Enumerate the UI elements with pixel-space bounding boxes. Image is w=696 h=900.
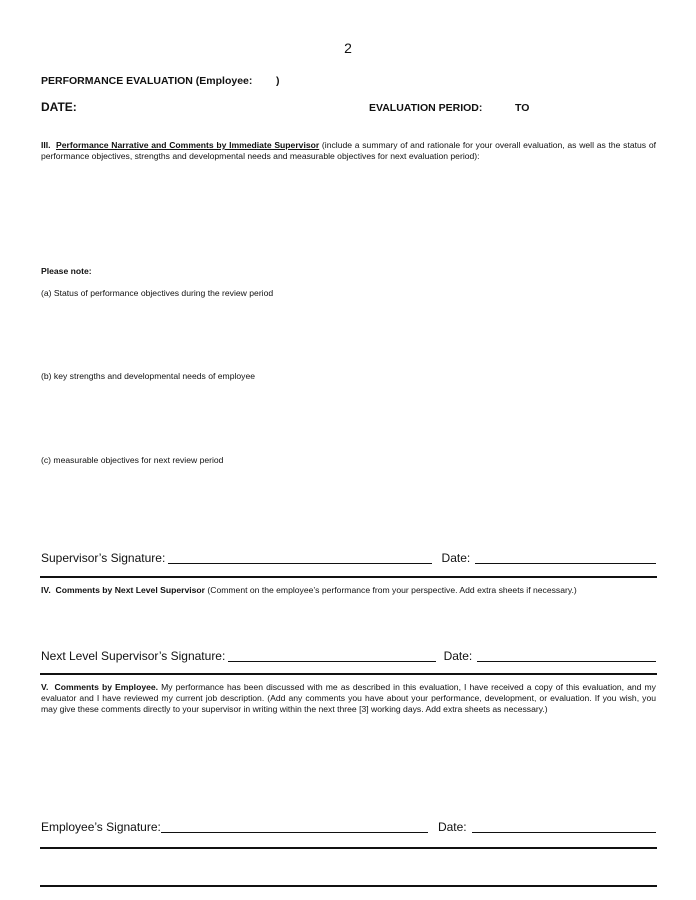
next-level-supervisor-signature-field[interactable] <box>228 649 435 662</box>
section-divider <box>40 885 657 887</box>
form-title-close-paren: ) <box>276 75 280 87</box>
employee-signature-row <box>41 818 656 834</box>
section-5-heading: Comments by Employee. <box>54 682 159 692</box>
next-level-supervisor-signature-label: Next Level Supervisor’s Signature: <box>41 649 226 663</box>
employee-date-field[interactable] <box>472 820 656 833</box>
section-5-instructions <box>41 682 656 715</box>
evaluation-period-label: EVALUATION PERIOD: <box>369 102 483 114</box>
supervisor-signature-field[interactable] <box>168 551 431 564</box>
page-number: 2 <box>344 40 352 56</box>
employee-signature-field[interactable] <box>161 820 428 833</box>
section-4-text: (Comment on the employee’s performance from your perspective. Add extra sheets if necessary.) <box>204 585 577 595</box>
section-3-number: III. <box>41 140 51 150</box>
section-3-instructions <box>41 140 656 162</box>
section-3-text: (include a summary of and rationale for your overall evaluation, as well as the status of performance objectives, strengths and developmental needs and measurable objectives for next evaluation period): <box>41 140 656 161</box>
section-4-number: IV. <box>41 585 51 595</box>
supervisor-date-field[interactable] <box>475 551 656 564</box>
evaluation-period-to-label: TO <box>515 102 530 114</box>
section-divider <box>40 673 657 675</box>
section-4-heading: Comments by Next Level Supervisor <box>55 585 205 595</box>
section-divider <box>40 847 657 849</box>
section-4-instructions <box>41 585 656 595</box>
next-level-supervisor-date-field[interactable] <box>477 649 656 662</box>
supervisor-date-label: Date: <box>441 551 471 565</box>
note-item-b: (b) key strengths and developmental needs of employee <box>41 371 256 381</box>
note-item-a: (a) Status of performance objectives during the review period <box>41 288 274 298</box>
note-item-c: (c) measurable objectives for next review period <box>41 455 224 465</box>
form-title: PERFORMANCE EVALUATION (Employee: <box>41 75 253 87</box>
supervisor-signature-label: Supervisor’s Signature: <box>41 551 166 565</box>
section-3-heading: Performance Narrative and Comments by Immediate Supervisor <box>56 140 320 150</box>
employee-date-label: Date: <box>437 820 467 834</box>
section-5-text: My performance has been discussed with me as described in this evaluation, I have received a copy of this evaluation, and my evaluator and I have reviewed my current job description. (Add any comments you have about your performance, development, or evaluation. If you wish, you may give these comments directly to your supervisor in writing within the next three [3] working days. Add extra sheets as necessary.) <box>41 682 656 714</box>
please-note-heading: Please note: <box>41 266 92 276</box>
section-5-number: V. <box>41 682 49 692</box>
section-divider <box>40 576 657 578</box>
employee-signature-label: Employee’s Signature: <box>41 820 161 834</box>
supervisor-signature-row <box>41 549 656 565</box>
next-level-supervisor-signature-row <box>41 647 656 663</box>
date-label: DATE: <box>41 100 77 114</box>
next-level-supervisor-date-label: Date: <box>443 649 473 663</box>
